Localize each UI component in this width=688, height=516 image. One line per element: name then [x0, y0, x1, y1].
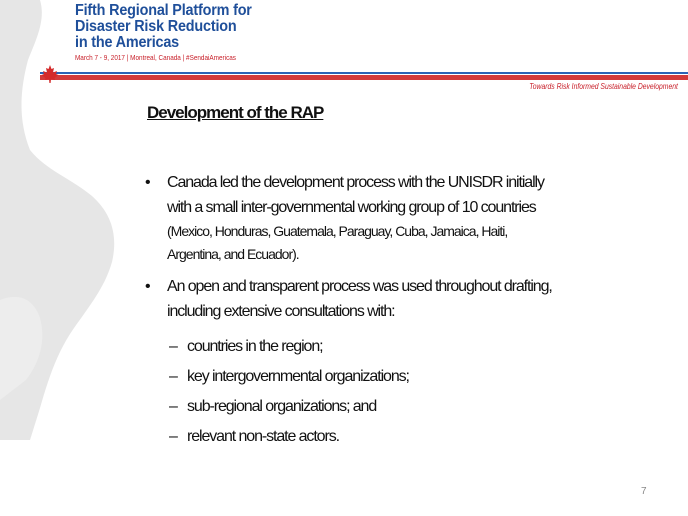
sub-bullet-text: relevant non-state actors. — [187, 428, 339, 445]
bullet-item — [145, 170, 615, 266]
header-rule-blue — [40, 72, 688, 74]
header-title-line-1: Fifth Regional Platform for — [75, 2, 252, 19]
sub-bullet-marker: – — [169, 368, 178, 385]
page-number: 7 — [641, 486, 647, 497]
header-title-line-2: Disaster Risk Reduction — [75, 18, 237, 35]
sub-bullet-text: key intergovernmental organizations; — [187, 368, 409, 385]
bullet-marker: • — [145, 278, 151, 295]
bullet-line: An open and transparent process was used throughout drafting, — [167, 278, 552, 295]
slide-content — [145, 170, 615, 452]
bullet-item — [145, 274, 615, 324]
bullet-line: Canada led the development process with the UNISDR initially — [167, 174, 544, 191]
header-rule-red — [40, 75, 688, 80]
bullet-marker: • — [145, 174, 151, 191]
bullet-detail-line: Argentina, and Ecuador). — [167, 246, 299, 262]
sub-bullet-marker: – — [169, 398, 178, 415]
bullet-line: with a small inter-governmental working group of 10 countries — [167, 199, 536, 216]
sub-bullet-text: sub-regional organizations; and — [187, 398, 377, 415]
header-tagline: Towards Risk Informed Sustainable Development — [529, 82, 678, 91]
sub-bullet-item — [145, 422, 615, 452]
maple-leaf-icon — [40, 64, 60, 84]
header-title-line-3: in the Americas — [75, 34, 180, 51]
sub-bullet-marker: – — [169, 338, 178, 355]
sub-bullet-item — [145, 392, 615, 422]
sub-bullet-text: countries in the region; — [187, 338, 323, 355]
slide-title: Development of the RAP — [147, 103, 324, 122]
sub-bullet-item — [145, 332, 615, 362]
bullet-line: including extensive consultations with: — [167, 303, 395, 320]
sub-bullet-marker: – — [169, 428, 178, 445]
sub-bullet-item — [145, 362, 615, 392]
bullet-detail-line: (Mexico, Honduras, Guatemala, Paraguay, Cuba, Jamaica, Haiti, — [167, 223, 508, 239]
header-title — [75, 3, 395, 63]
header-subtitle: March 7 - 9, 2017 | Montreal, Canada | #SendaiAmericas — [75, 53, 237, 62]
